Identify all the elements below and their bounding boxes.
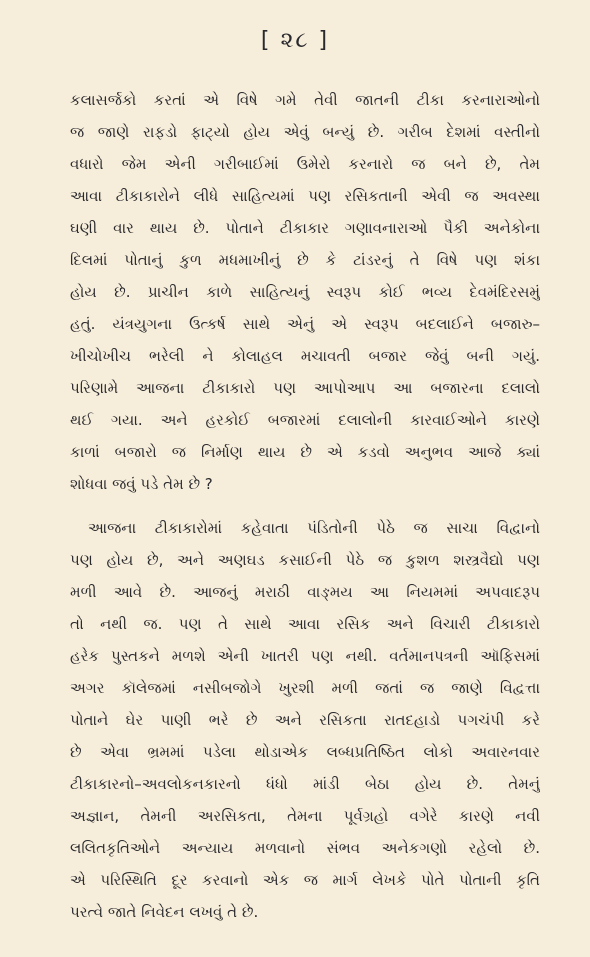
- paragraph-line: પોતાને ઘેર પાણી ભરે છે અને રસિકતા રાતદહાડો પગચંપી કરે: [70, 711, 540, 729]
- paragraph-line: કલાસર્જકો કરતાં એ વિષે ગમે તેવી જાતની ટીકા કરનારાઓનો: [70, 91, 540, 109]
- paragraph-line: ટીકાકારનો–અવલોકનકારનો ધંધો માંડી બેઠા હોય છે. તેમનું: [70, 775, 540, 793]
- paragraph-line: દિલમાં પોતાનું કુળ મધમાખીનું છે કે ટાંડરનું તે વિષે પણ શંકા: [70, 251, 540, 269]
- paragraph-line: આવા ટીકાકારોને લીધે સાહિત્યમાં પણ રસિકતાની એવી જ અવસ્થા: [70, 187, 540, 205]
- paragraph-line: ખીચોખીચ ભરેલી ને કોલાહલ મચાવતી બજાર જેવું બની ગયું.: [70, 347, 540, 365]
- paragraph-line: કાળાં બજારો જ નિર્માણ થાય છે એ કડવો અનુભવ આજે ક્યાં: [70, 443, 540, 461]
- paragraph-line: મળી આવે છે. આજનું મરાઠી વાઙ્મય આ નિયમમાં અપવાદરૂપ: [70, 583, 540, 601]
- paragraph-line: શોધવા જવું પડે તેમ છે ?: [70, 475, 213, 493]
- paragraph-2: [70, 512, 540, 928]
- paragraph-line: છે એવા ભ્રમમાં પડેલા થોડાએક લબ્ધપ્રતિષ્ઠિત લોકો અવારનવાર: [70, 743, 540, 761]
- paragraph-line: અગર કૉલેજમાં નસીબજોગે ખુરશી મળી જતાં જ જાણે વિદ્વત્તા: [70, 679, 540, 697]
- paragraph-line: આજના ટીકાકારોમાં કહેવાતા પંડિતોની પેઠે જ સાચા વિદ્વાનો: [88, 519, 540, 537]
- paragraph-line: એ પરિસ્થિતિ દૂર કરવાનો એક જ માર્ગ લેખકે પોતે પોતાની કૃતિ: [70, 871, 540, 889]
- paragraph-1: [70, 84, 540, 500]
- paragraph-line: હરેક પુસ્તકને મળશે એની ખાતરી પણ નથી. વર્તમાનપત્રની ઑફિસમાં: [70, 647, 540, 665]
- paragraph-line: અજ્ઞાન, તેમની અરસિકતા, તેમના પૂર્વગ્રહો વગેરે કારણે નવી: [70, 807, 540, 825]
- paragraph-line: વધારો જેમ એની ગરીબાઈમાં ઉમેરો કરનારો જ બને છે, તેમ: [70, 155, 540, 173]
- paragraph-line: લલિતકૃતિઓને અન્યાય મળવાનો સંભવ અનેકગણો રહેલો છે.: [70, 839, 540, 857]
- paragraph-line: જ જાણે રાફડો ફાટ્યો હોય એવું બન્યું છે. ગરીબ દેશમાં વસ્તીનો: [70, 123, 540, 141]
- paragraph-line: થઈ ગયા. અને હરકોઈ બજારમાં દલાલોની કારવાઈઓને કારણે: [70, 411, 540, 429]
- paragraph-line: પરત્વે જાતે નિવેદન લખવું તે છે.: [70, 903, 259, 921]
- paragraph-line: પરિણામે આજના ટીકાકારો પણ આપોઆપ આ બજારના દલાલો: [70, 379, 540, 397]
- page-number: [ ૨૮ ]: [260, 28, 330, 53]
- paragraph-line: તો નથી જ. પણ તે સાથે આવા રસિક અને વિચારી ટીકાકારો: [70, 615, 540, 633]
- paragraph-line: ઘણી વાર થાય છે. પોતાને ટીકાકાર ગણાવનારાઓ પૈકી અનેકોના: [70, 219, 540, 237]
- paragraph-line: હતું. યંત્રયુગના ઉત્કર્ષ સાથે એનું એ સ્વરૂપ બદલાઈને બજારુ–: [70, 315, 540, 333]
- paragraph-line: પણ હોય છે, અને અણઘડ કસાઈની પેઠે જ કુશળ શસ્ત્રવૈદ્યો પણ: [70, 551, 540, 569]
- paragraph-line: હોય છે. પ્રાચીન કાળે સાહિત્યનું સ્વરૂપ કોઈ ભવ્ય દેવમંદિરસમું: [70, 283, 540, 301]
